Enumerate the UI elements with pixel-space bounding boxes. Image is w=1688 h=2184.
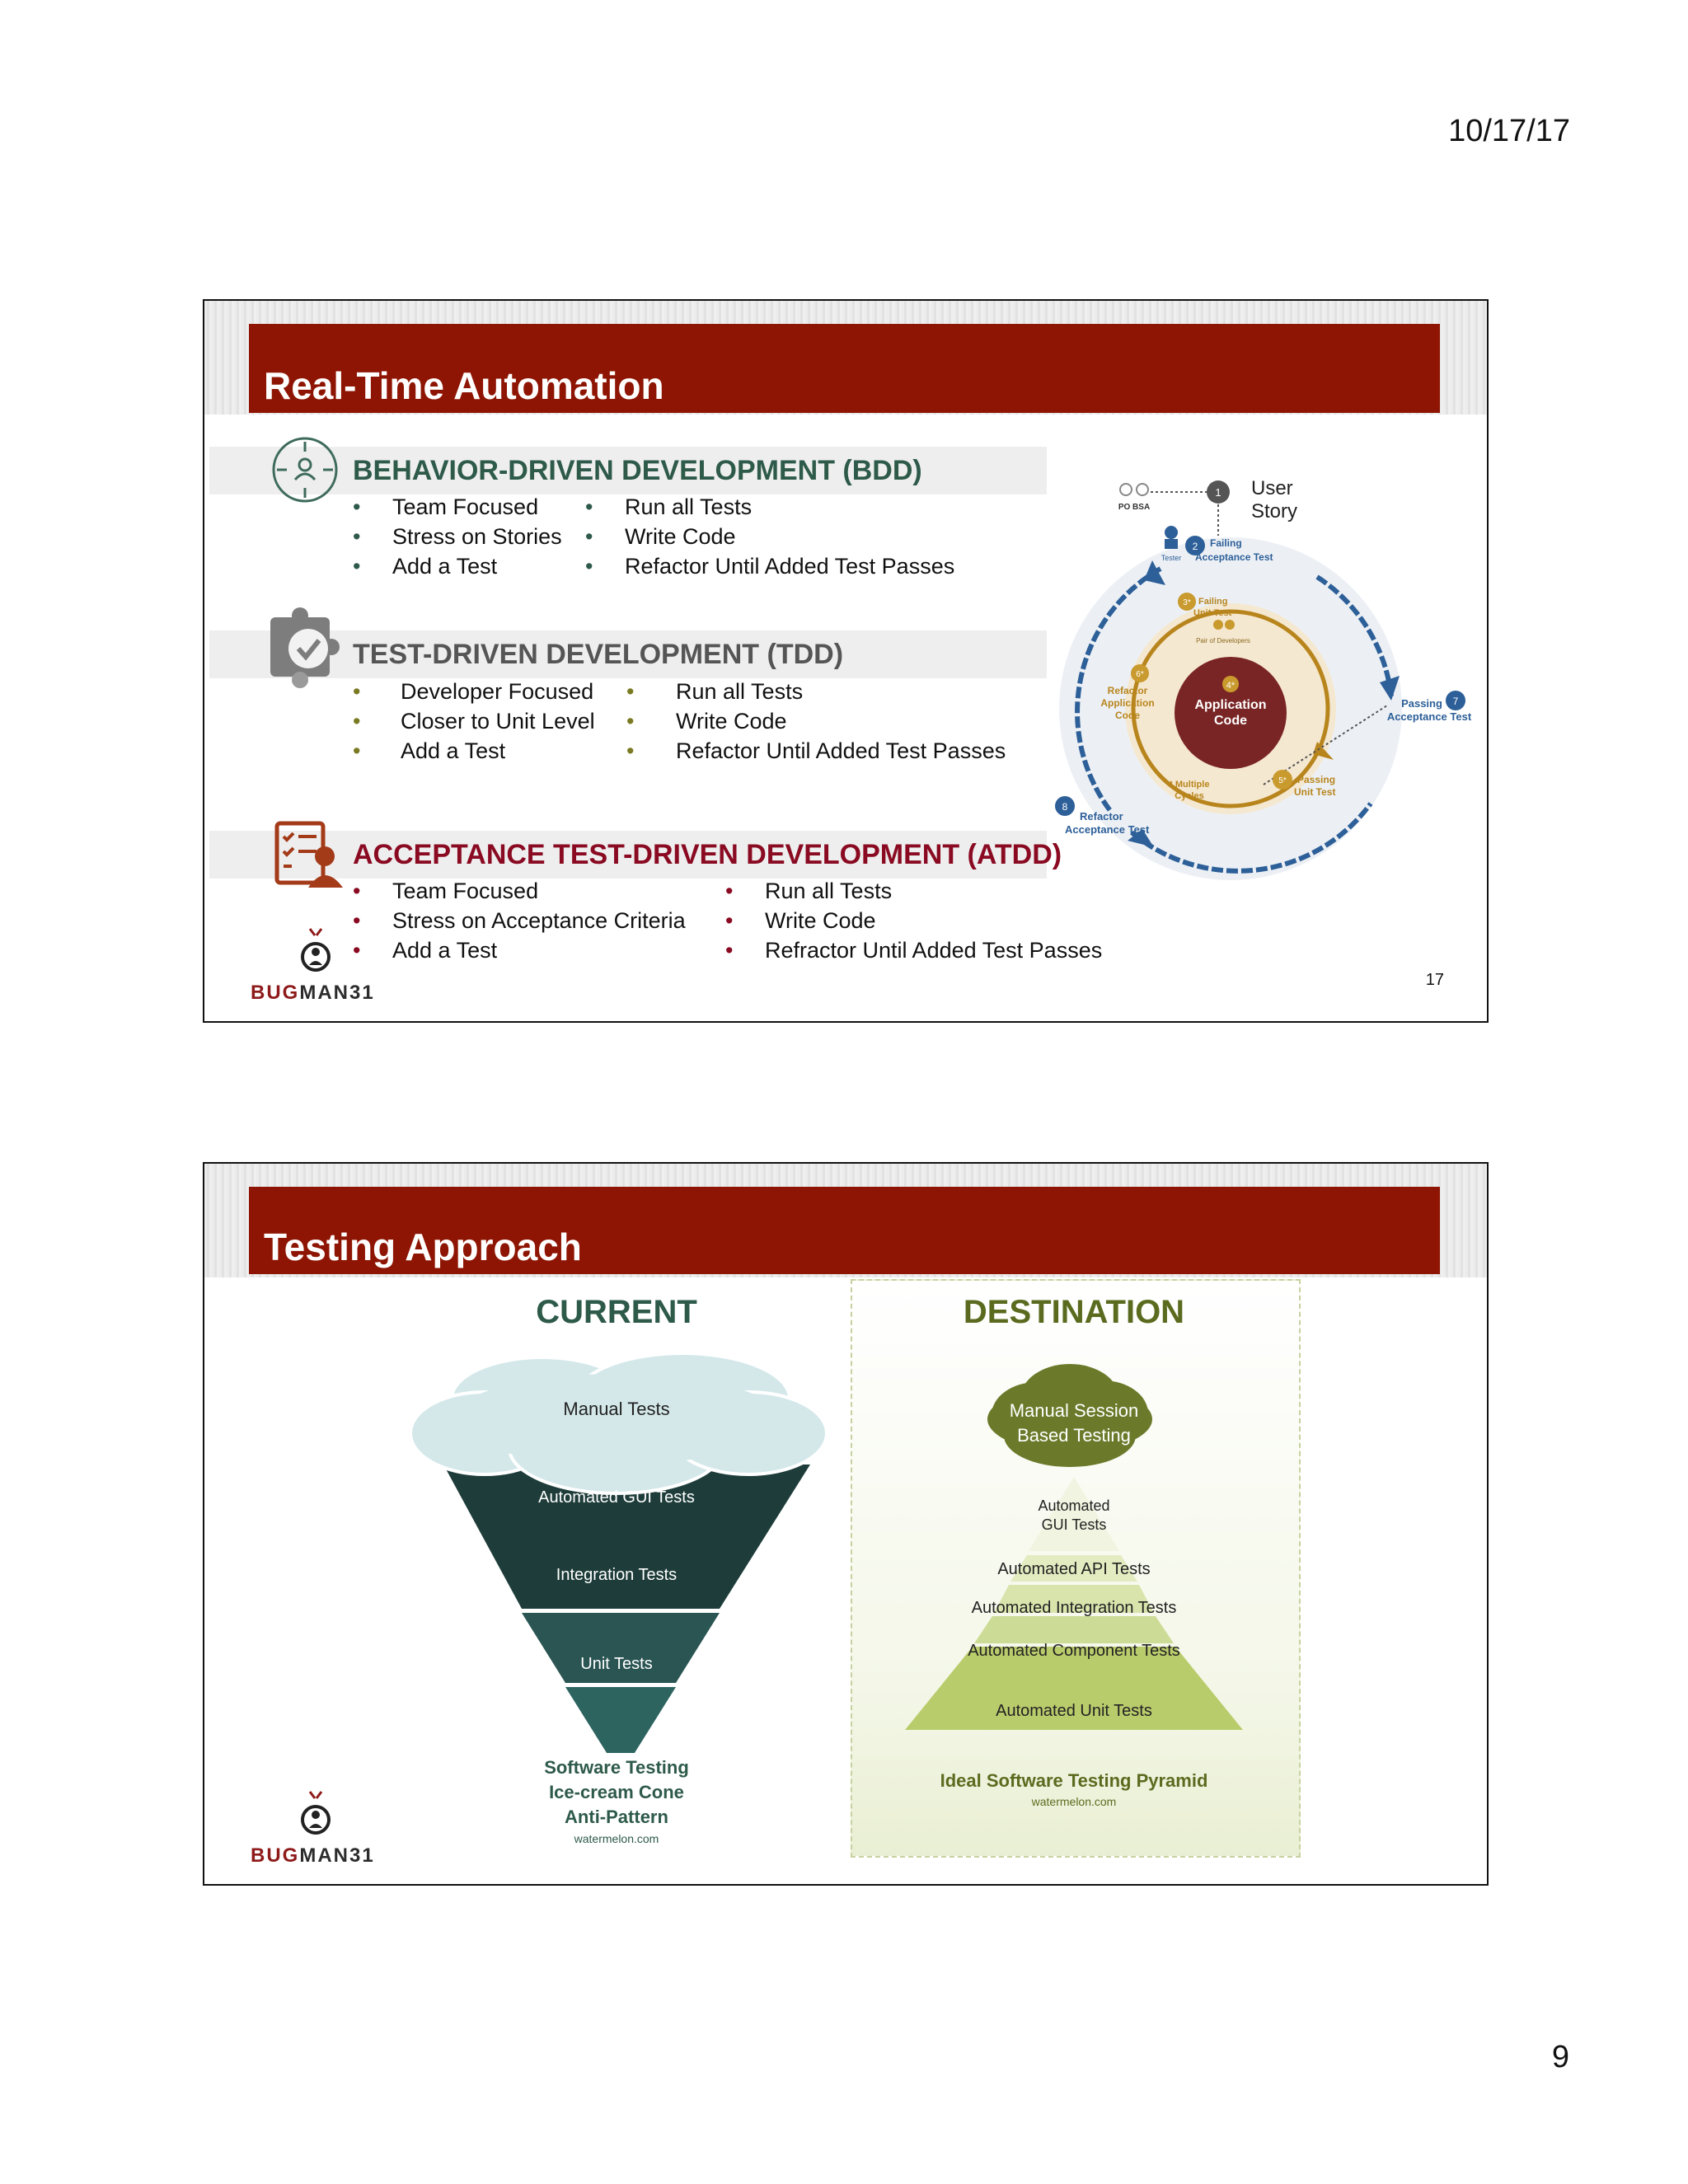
cone-layer-integration: Integration Tests [556, 1566, 678, 1584]
checklist-person-icon [274, 820, 345, 889]
step-1-badge: 1 [1215, 486, 1221, 499]
manual-session-line: Manual Session [1009, 1400, 1139, 1421]
list-item: • Write Code [626, 706, 1006, 736]
tdd-list-right [626, 677, 1006, 766]
bug-mascot-icon [298, 1790, 333, 1841]
step-5-badge: 5* [1278, 776, 1287, 785]
list-item: • Team Focused [353, 876, 686, 906]
step-5-label-2: Unit Test [1294, 786, 1336, 798]
step-7-label-2: Acceptance Test [1386, 710, 1472, 723]
title-bar [249, 1187, 1440, 1274]
pyramid-caption: Ideal Software Testing Pyramid [940, 1770, 1208, 1791]
title-bar [249, 324, 1440, 413]
page-date: 10/17/17 [1448, 114, 1570, 148]
list-item: • Write Code [585, 522, 954, 551]
step-3-label-1: Failing [1198, 597, 1228, 607]
tdd-heading: TEST-DRIVEN DEVELOPMENT (TDD) [353, 639, 844, 670]
list-item: • Refactor Until Added Test Passes [585, 551, 954, 581]
puzzle-check-icon [262, 606, 348, 695]
manual-session-label [992, 1399, 1156, 1448]
cone-caption [485, 1755, 748, 1830]
atdd-cycle-diagram [1053, 478, 1482, 882]
pyramid-source: watermelon.com [1031, 1795, 1117, 1808]
step-2-badge: 2 [1192, 541, 1198, 552]
logo-wordmark [251, 1844, 375, 1868]
step-6-badge: 6* [1136, 670, 1144, 679]
cone-layer-unit: Unit Tests [580, 1655, 653, 1673]
cone-caption-line: Ice-cream Cone [549, 1782, 684, 1802]
list-item: • Run all Tests [626, 677, 1006, 706]
step-8-badge: 8 [1062, 801, 1068, 813]
pyramid-layer-integration: Automated Integration Tests [971, 1599, 1177, 1617]
bug-mascot-icon [298, 927, 333, 978]
pyramid-layer-component: Automated Component Tests [968, 1642, 1180, 1660]
destination-heading: DESTINATION [963, 1294, 1185, 1330]
atdd-list-left [353, 876, 686, 965]
multiple-label-2: Cycles [1175, 791, 1204, 801]
step-7-badge: 7 [1452, 696, 1459, 707]
logo-man: MAN31 [299, 982, 375, 1004]
bdd-list-right [585, 492, 954, 581]
logo-bug: BUG [251, 982, 300, 1004]
page-number: 9 [1551, 2040, 1569, 2074]
logo-wordmark [251, 982, 375, 1005]
user-story-label-2: Story [1251, 500, 1298, 523]
team-cycle-icon [270, 435, 340, 504]
cone-layer-gui: Automated GUI Tests [538, 1488, 695, 1507]
list-item: • Add a Test [353, 551, 562, 581]
step-3-badge: 3* [1183, 598, 1191, 607]
pair-label: Pair of Developers [1196, 637, 1250, 644]
user-story-label-1: User [1251, 478, 1293, 499]
slide-title: Testing Approach [264, 1226, 582, 1268]
tester-label: Tester [1160, 554, 1182, 562]
list-item: • Add a Test [353, 736, 595, 766]
bdd-heading: BEHAVIOR-DRIVEN DEVELOPMENT (BDD) [353, 455, 922, 486]
slide-real-time-automation [203, 299, 1489, 1023]
list-item: • Run all Tests [585, 492, 954, 522]
cone-source: watermelon.com [574, 1832, 659, 1845]
list-item: • Add a Test [353, 935, 686, 965]
list-item: • Closer to Unit Level [353, 706, 595, 736]
list-item: • Refactor Until Added Test Passes [626, 736, 1006, 766]
multiple-label-1: * Multiple [1169, 780, 1210, 790]
logo-bug: BUG [251, 1844, 300, 1867]
step-6-label-2: Application [1100, 697, 1155, 709]
step-2-label-1: Failing [1210, 537, 1242, 549]
manual-session-line: Based Testing [1017, 1425, 1131, 1446]
list-item: • Run all Tests [725, 876, 1102, 906]
list-item: • Team Focused [353, 492, 562, 522]
tdd-list-left [353, 677, 595, 766]
atdd-heading: ACCEPTANCE TEST-DRIVEN DEVELOPMENT (ATDD) [353, 839, 1062, 870]
slide-testing-approach [203, 1162, 1489, 1886]
manual-tests-label: Manual Tests [563, 1399, 670, 1419]
slide-number: 17 [1425, 971, 1444, 989]
step-8-label-1: Refactor [1080, 810, 1123, 823]
pyramid-layer-gui: Automated GUI Tests [1038, 1497, 1110, 1533]
list-item: • Stress on Stories [353, 522, 562, 551]
center-label-1: Application [1194, 698, 1267, 712]
current-heading: CURRENT [536, 1294, 697, 1330]
step-8-label-2: Acceptance Test [1065, 823, 1150, 836]
slide-title: Real-Time Automation [264, 364, 664, 407]
logo-man: MAN31 [299, 1844, 375, 1867]
step-6-label-3: Code [1115, 710, 1140, 721]
step-3-label-2: Unit Test [1193, 608, 1232, 618]
center-label-2: Code [1214, 714, 1247, 728]
bdd-list-left [353, 492, 562, 581]
list-item: • Stress on Acceptance Criteria [353, 906, 686, 935]
atdd-list-right [725, 876, 1102, 965]
step-5-label-1: Passing [1297, 774, 1336, 785]
list-item: • Refractor Until Added Test Passes [725, 935, 1102, 965]
list-item: • Write Code [725, 906, 1102, 935]
pyramid-layer-unit: Automated Unit Tests [996, 1702, 1152, 1720]
step-6-label-1: Refactor [1107, 685, 1148, 696]
po-bsa-label: PO BSA [1118, 503, 1151, 512]
cone-caption-line: Anti-Pattern [565, 1807, 668, 1827]
step-7-label-1: Passing [1401, 697, 1442, 710]
pyramid-layer-api: Automated API Tests [997, 1560, 1151, 1578]
step-2-label-2: Acceptance Test [1195, 551, 1273, 563]
step-4-badge: 4* [1226, 681, 1236, 691]
cone-caption-line: Software Testing [544, 1757, 689, 1778]
list-item: • Developer Focused [353, 677, 595, 706]
